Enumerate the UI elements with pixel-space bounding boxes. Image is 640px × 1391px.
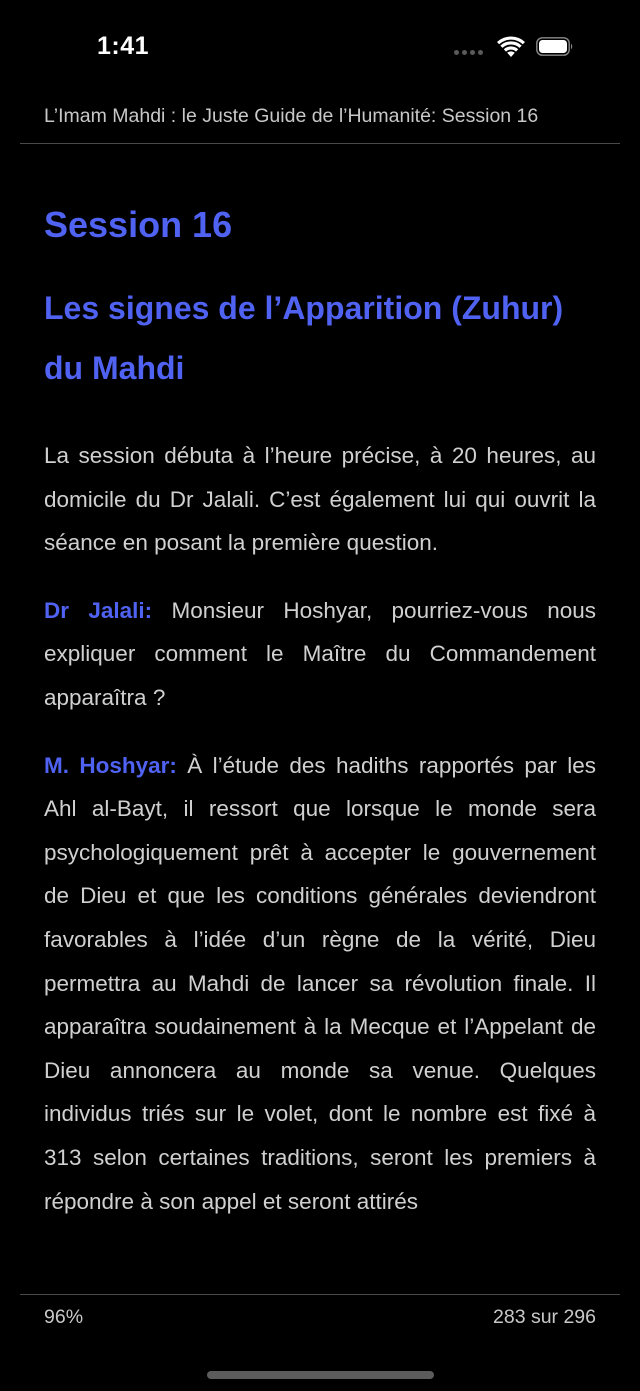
- paragraph-text: La session débuta à l’heure précise, à 20 heures, au domicile du Dr Jalali. C’est également lui qui ouvrit la séance en posant la première question.: [44, 443, 596, 556]
- session-title: Session 16: [44, 204, 233, 245]
- footer-divider: [20, 1294, 620, 1295]
- paragraph-text: Monsieur Hoshyar, pourriez-vous nous expliquer comment le Maître du Commandement apparaîtra ?: [44, 597, 597, 710]
- status-time: 1:41: [97, 32, 150, 60]
- speaker-label: Dr Jalali:: [44, 597, 153, 623]
- status-bar: [0, 0, 640, 90]
- chapter-title: Les signes de l’Apparition (Zuhur) du Mahdi: [44, 290, 564, 386]
- reader-content[interactable]: [44, 190, 596, 1223]
- cellular-signal-icon: [454, 50, 483, 55]
- wifi-icon: [497, 36, 525, 58]
- book-title: L’Imam Mahdi : le Juste Guide de l’Humanité: Session 16: [44, 105, 539, 127]
- paragraph-text: À l’étude des hadiths rapportés par les Ahl al-Bayt, il ressort que lorsque le monde sera psychologiquement prêt à accepter le gouvernement de Dieu et que les conditions générales deviendront favorables à l’idée d’un règne de la vérité, Dieu permettra au Mahdi de lancer sa révolution finale. Il apparaîtra soudainement à la Mecque et l’Appelant de Dieu annoncera au monde sa venue. Quelques individus triés sur le volet, dont le nombre est fixé à 313 selon certaines traditions, seront les premiers à répondre à son appel et seront attirés: [44, 752, 597, 1214]
- battery-icon: [536, 37, 574, 56]
- progress-percent: 96%: [44, 1306, 84, 1328]
- speaker-label: M. Hoshyar:: [44, 752, 177, 778]
- paragraph: [44, 744, 596, 1224]
- header-divider: [20, 143, 620, 144]
- page-indicator: 283 sur 296: [493, 1306, 596, 1328]
- home-indicator[interactable]: [207, 1371, 434, 1379]
- paragraph: [44, 589, 596, 720]
- paragraph: [44, 434, 596, 565]
